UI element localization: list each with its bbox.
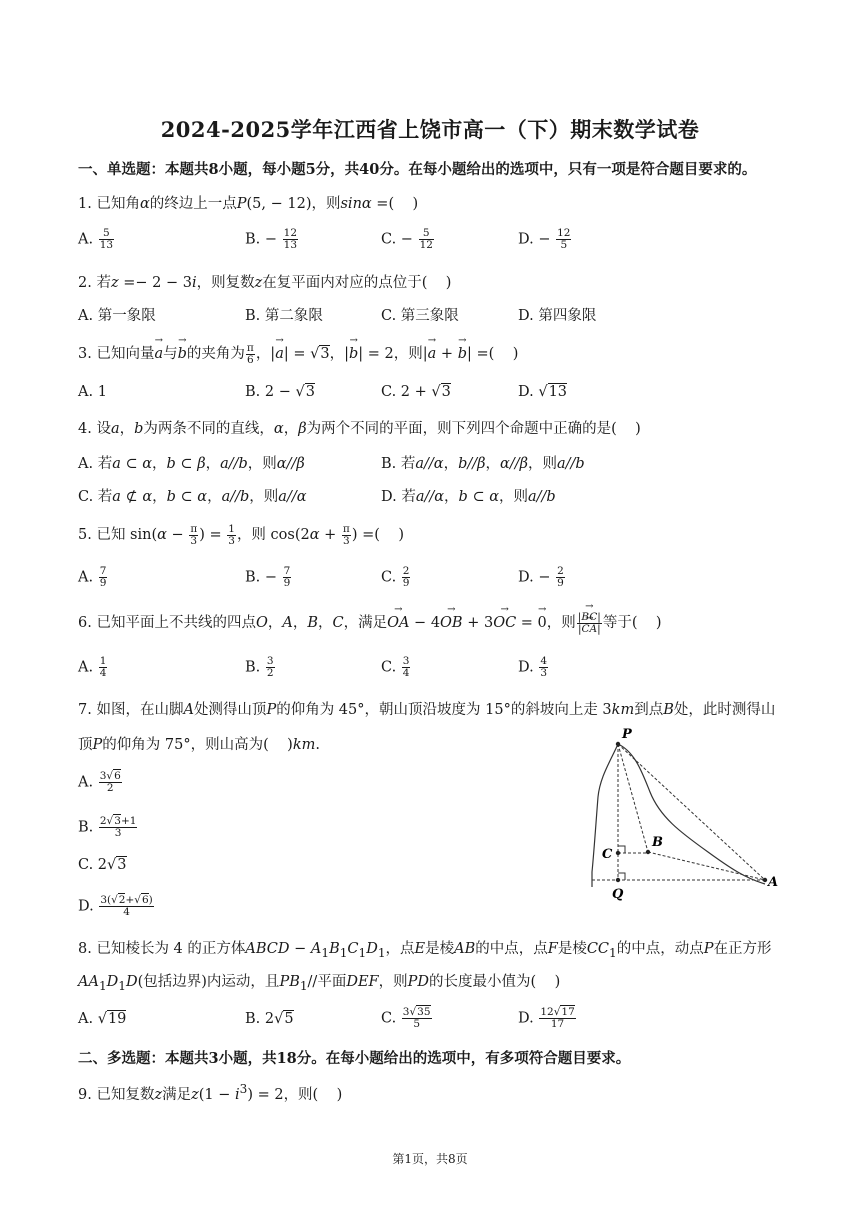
q6-option-a[interactable]: A. $\frac{1}{4}$: [78, 655, 107, 679]
q6-option-b[interactable]: B. $\frac{3}{2}$: [245, 655, 274, 679]
question-9: 9. 已知复数z满足$z(1 - i^3) = 2$，则( ): [78, 1082, 343, 1103]
q2-option-a[interactable]: A. 第一象限: [78, 308, 156, 324]
question-6: 6. 已知平面上不共线的四点O，A，B，C，满足→ OA − 4→ OB + 3→ OC = → 0，则 $\frac{|\to BC|}{|\to CA|}$ 等于( ): [78, 611, 662, 635]
question-7-line-1: 7. 如图，在山脚A处测得山顶P的仰角为 45°，朝山顶沿坡度为 15°的斜坡向上走 3km到点B处，此时测得山: [78, 702, 776, 718]
q7-option-a[interactable]: A. $\frac{3√6}{2}$: [78, 770, 121, 794]
q1-option-b[interactable]: B. − $\frac{12}{13}$: [245, 227, 298, 251]
figure-label-c: C: [602, 847, 613, 862]
page-footer: 第1页，共8页: [392, 1152, 468, 1166]
q7-option-b[interactable]: B. $\frac{2√3+1}{3}$: [78, 815, 137, 839]
q8-option-b[interactable]: B. 2√5: [245, 1011, 294, 1027]
question-4: 4. 设a，b为两条不同的直线，α，β为两个不同的平面，则下列四个命题中正确的是( ): [78, 421, 641, 437]
figure-label-a: A: [768, 875, 779, 890]
q5-option-c[interactable]: C. $\frac{2}{9}$: [381, 565, 410, 589]
page-title: 2024-2025学年江西省上饶市高一（下）期末数学试卷: [160, 117, 700, 142]
figure-label-b: B: [652, 835, 663, 850]
q6-option-d[interactable]: D. $\frac{4}{3}$: [518, 655, 548, 679]
question-7-line-2: 顶P的仰角为 75°，则山高为( )km.: [78, 737, 320, 753]
q5-option-d[interactable]: D. − $\frac{2}{9}$: [518, 565, 564, 589]
question-2: 2. 若z =− 2 − 3i，则复数z在复平面内对应的点位于( ): [78, 275, 452, 291]
q5-option-a[interactable]: A. $\frac{7}{9}$: [78, 565, 107, 589]
q7-option-d[interactable]: D. $\frac{3(√2+√6)}{4}$: [78, 894, 153, 918]
question-1: 1. 已知角α的终边上一点P(5, − 12)，则sinα =( ): [78, 196, 419, 212]
q8-option-d[interactable]: D. $\frac{12√17}{17}$: [518, 1006, 575, 1030]
question-8-line-2: $AA_1D_1D$(包括边界)内运动，且$PB_1//$平面DEF，则PD的长度最小值为( ): [78, 974, 561, 993]
q3-option-d[interactable]: D. √13: [518, 384, 568, 400]
mountain-figure: [580, 722, 780, 902]
question-5: 5. 已知 sin(α − $\frac{\pi}{3}$ ) = $\frac{1}{3}$ ，则 cos(2α + $\frac{\pi}{3}$ ) =( ): [78, 522, 404, 547]
q4-option-d[interactable]: D. 若a//α，b ⊂ α，则a//b: [381, 489, 556, 505]
q7-option-c[interactable]: C. 2√3: [78, 857, 127, 873]
q3-option-c[interactable]: C. 2 + √3: [381, 384, 451, 400]
section-heading-single-choice: 一、单选题：本题共8小题，每小题5分，共40分。在每小题给出的选项中，只有一项是符合题目要求的。: [78, 161, 757, 178]
q2-option-d[interactable]: D. 第四象限: [518, 308, 597, 324]
q1-option-a[interactable]: A. $\frac{5}{13}$: [78, 227, 114, 251]
q4-option-a[interactable]: A. 若a ⊂ α，b ⊂ β，a//b，则α//β: [78, 456, 305, 472]
section-heading-multiple-choice: 二、多选题：本题共3小题，共18分。在每小题给出的选项中，有多项符合题目要求。: [78, 1050, 631, 1067]
q4-option-b[interactable]: B. 若a//α，b//β，α//β，则a//b: [381, 456, 585, 472]
q2-option-b[interactable]: B. 第二象限: [245, 308, 323, 324]
q6-option-c[interactable]: C. $\frac{3}{4}$: [381, 655, 410, 679]
q2-option-c[interactable]: C. 第三象限: [381, 308, 459, 324]
q3-option-b[interactable]: B. 2 − √3: [245, 384, 315, 400]
q8-option-a[interactable]: A. √19: [78, 1011, 127, 1027]
q1-option-d[interactable]: D. − $\frac{12}{5}$: [518, 227, 571, 251]
question-8-line-1: 8. 已知棱长为 4 的正方体ABCD − $A_1B_1C_1D_1$，点E是棱AB的中点，点F是棱$CC_1$的中点，动点P在正方形: [78, 941, 772, 960]
q1-option-c[interactable]: C. − $\frac{5}{12}$: [381, 227, 433, 251]
q4-option-c[interactable]: C. 若a ⊄ α，b ⊂ α，a//b，则a//α: [78, 489, 307, 505]
figure-label-q: Q: [612, 887, 624, 902]
figure-label-p: P: [622, 727, 632, 742]
question-3: 3. 已知向量→ a与→ b的夹角为 $\frac{\pi}{6}$ ，|→ a| = √3，|→ b| = 2，则|→ a + → b| =( ): [78, 342, 518, 366]
q3-option-a[interactable]: A. 1: [78, 384, 107, 400]
q5-option-b[interactable]: B. − $\frac{7}{9}$: [245, 565, 291, 589]
q8-option-c[interactable]: C. $\frac{3√35}{5}$: [381, 1006, 431, 1030]
